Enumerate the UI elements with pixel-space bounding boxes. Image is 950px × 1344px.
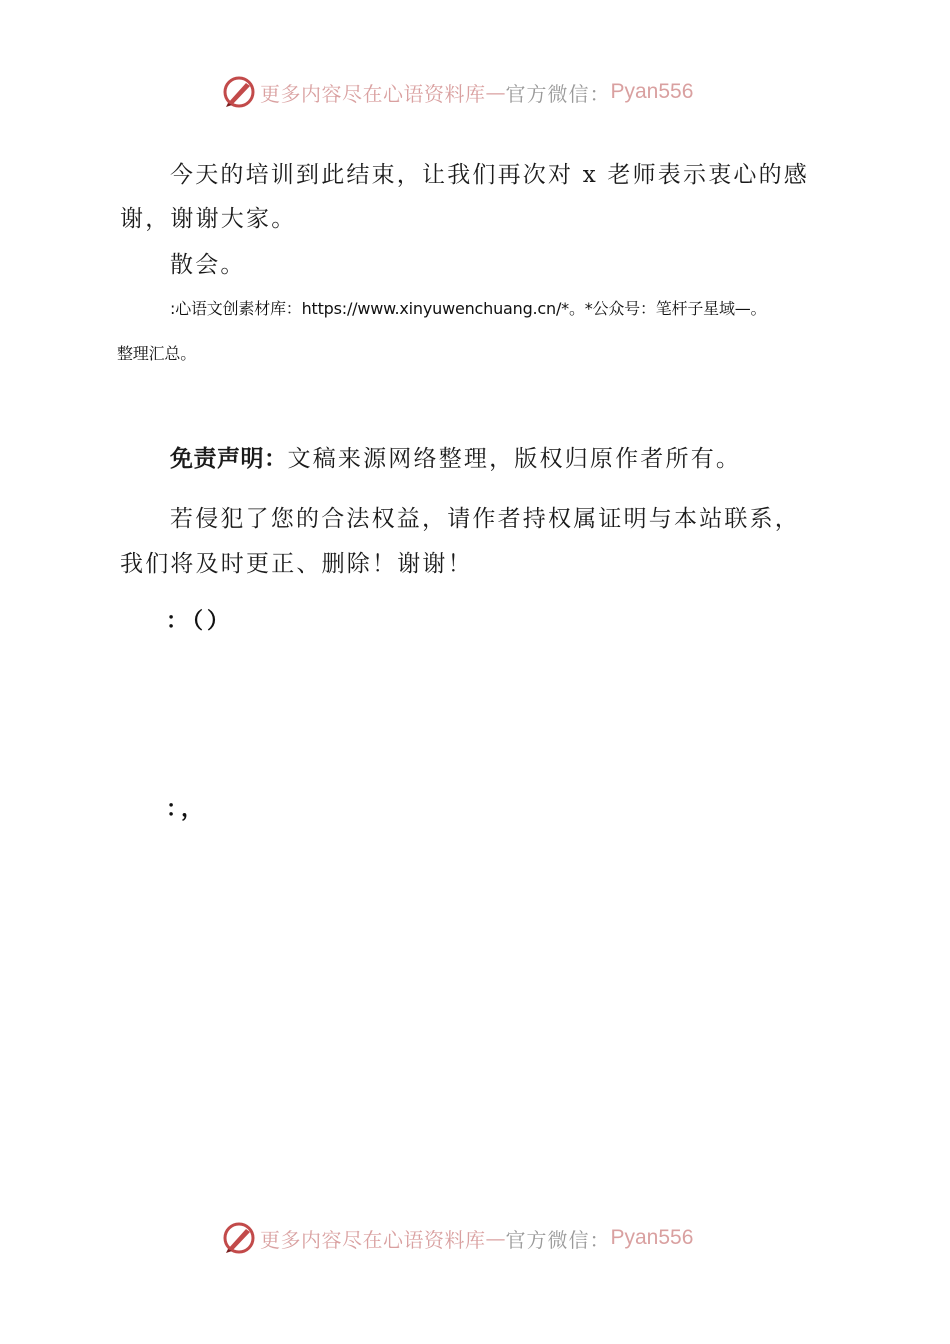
punctuation-mark-2: ：， [166,797,208,822]
pen-circle-logo-icon [222,75,256,109]
watermark-wechat-id: Pyan556 [610,1226,694,1249]
paragraph1-line1: 今天的培训到此结束，让我们再次对 x 老师表示衷心的感 [170,162,809,188]
disclaimer-label: 免责声明： [170,446,288,472]
watermark-main-text: 更多内容尽在心语资料库 [260,1227,486,1252]
pen-circle-logo-icon [222,1221,256,1255]
paragraph1-line2: 谢，谢谢大家。 [120,206,297,232]
header-watermark [222,74,693,110]
watermark-main-text: 更多内容尽在心语资料库 [260,81,486,106]
disclaimer-line2: 若侵犯了您的合法权益，请作者持权属证明与本站联系， [170,506,800,532]
watermark-dash: — [485,1226,506,1250]
punctuation-mark-1: ：（） [166,609,234,634]
disclaimer-line3: 我们将及时更正、删除！谢谢！ [120,551,473,577]
footer-watermark [222,1220,693,1256]
watermark-wechat-label: 官方微信： [505,81,611,106]
watermark-dash: — [485,80,506,104]
disclaimer-line1 [170,440,741,473]
paragraph2: 散会。 [170,252,246,278]
source-line1: :心语文创素材库：https://www.xinyuwenchuang.cn/*。*公众号：笔杆子星域—。 [170,299,767,318]
watermark-wechat-id: Pyan556 [610,80,694,103]
disclaimer-text: 文稿来源网络整理，版权归原作者所有。 [287,446,742,472]
source-line2: 整理汇总。 [117,344,197,363]
watermark-wechat-label: 官方微信： [505,1227,611,1252]
